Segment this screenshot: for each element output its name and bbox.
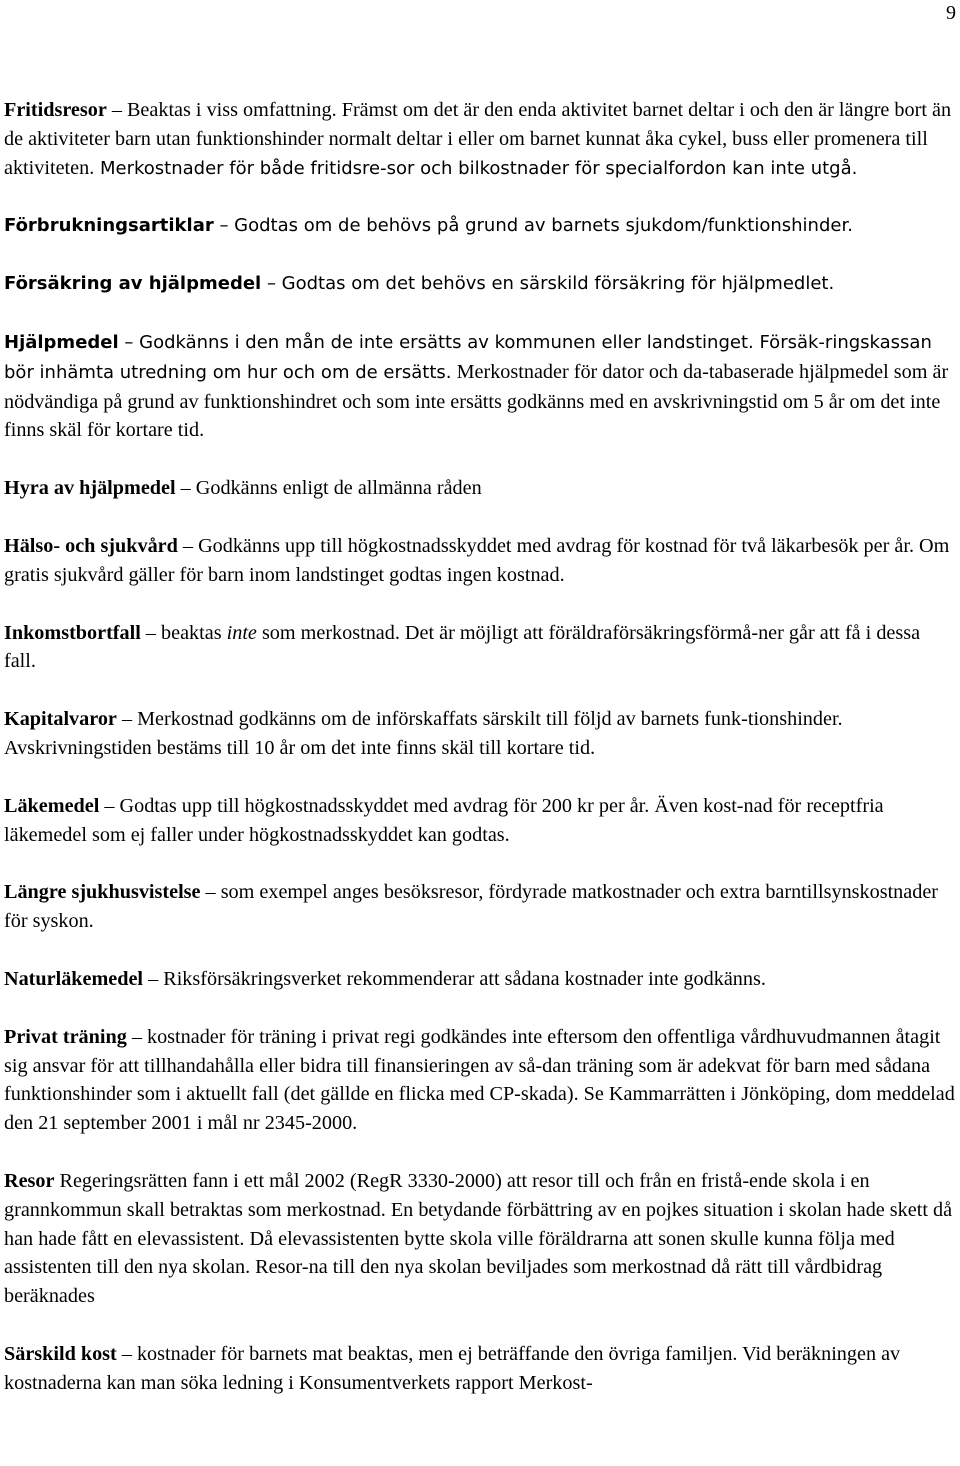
- term-separator: –: [118, 331, 140, 353]
- term-forsakring-av-hjalpmedel: Försäkring av hjälpmedel: [4, 273, 262, 295]
- term-halso-och-sjukvard: Hälso- och sjukvård: [4, 534, 178, 557]
- term-inkomstbortfall: Inkomstbortfall: [4, 621, 141, 644]
- paragraph-forbrukningsartiklar: [4, 212, 956, 241]
- paragraph-text: Godtas om de behövs på grund av barnets sjukdom/funktionshinder.: [234, 215, 853, 237]
- term-separator: –: [200, 881, 221, 904]
- term-fritidsresor: Fritidsresor: [4, 99, 107, 121]
- paragraph-inkomstbortfall: [4, 619, 956, 677]
- paragraph-langre-sjukhusvistelse: [4, 878, 956, 936]
- term-privat-traning: Privat träning: [4, 1025, 127, 1048]
- paragraph-text: Godtas upp till högkostnadsskyddet med avdrag för 200 kr per år. Även kost-nad för receptfria läkemedel som ej faller under högkostnadsskyddet kan godtas.: [4, 794, 884, 846]
- term-kapitalvaror: Kapitalvaror: [4, 708, 117, 731]
- term-separator: –: [99, 794, 120, 817]
- paragraph-sarskild-kost: [4, 1340, 956, 1398]
- term-resor: Resor: [4, 1169, 55, 1192]
- paragraph-text: som merkostnad. Det är möjligt att föräldraförsäkringsförmå-ner går att få i dessa fall.: [4, 621, 921, 673]
- paragraph-forsakring-av-hjalpmedel: [4, 270, 956, 299]
- term-hjalpmedel: Hjälpmedel: [4, 331, 119, 353]
- paragraph-text: Godkänns enligt de allmänna råden: [195, 477, 482, 500]
- term-forbrukningsartiklar: Förbrukningsartiklar: [4, 215, 214, 237]
- paragraph-halso-och-sjukvard: [4, 532, 956, 590]
- term-separator: –: [175, 477, 196, 500]
- paragraph-text-sans: Merkostnader för både fritidsre-sor och bilkostnader för specialfordon kan inte utgå.: [94, 157, 858, 179]
- paragraph-privat-traning: [4, 1023, 956, 1138]
- paragraph-resor: [4, 1167, 956, 1311]
- paragraph-text: kostnader för träning i privat regi godkändes inte eftersom den offentliga vårdhuvudmannen åtagit sig ansvar för att tillhandahålla eller bidra till finansieringen av så-dan träning som är adekvat för barn med sådana funktionshinder som i aktuellt fall (det gällde en flicka med CP-skada). Se Kammarrätten i Jönköping, dom meddelad den 21 september 2001 i mål nr 2345-2000.: [4, 1025, 955, 1135]
- term-separator: –: [140, 621, 162, 644]
- paragraph-text: beaktas: [161, 621, 227, 644]
- term-sarskild-kost: Särskild kost: [4, 1342, 117, 1365]
- paragraph-text: kostnader för barnets mat beaktas, men ej beträffande den övriga familjen. Vid beräkningen av kostnaderna kan man söka ledning i Konsumentverkets rapport Merkost-: [4, 1342, 901, 1394]
- term-separator: –: [116, 708, 138, 731]
- term-lakemedel: Läkemedel: [4, 794, 100, 817]
- term-naturlakemedel: Naturläkemedel: [4, 967, 144, 990]
- paragraph-fritidsresor: [4, 96, 956, 183]
- paragraph-text: Merkostnad godkänns om de införskaffats särskilt till följd av barnets funk-tionshinder. Avskrivningstiden bestäms till 10 år om det inte finns skäl till kortare tid.: [4, 708, 843, 759]
- paragraph-text-sans: Godkänns i den mån de inte ersätts av kommunen eller landstinget. Försäk-ringskassan bör inhämta utredning om hur och om de ersätts.: [4, 331, 932, 383]
- term-separator: –: [143, 967, 164, 990]
- paragraph-naturlakemedel: [4, 965, 956, 994]
- paragraph-hjalpmedel: [4, 328, 956, 445]
- paragraph-text: Merkostnader för dator och da-tabaserade hjälpmedel som är nödvändiga på grund av funktionshindret och som inte ersätts godkänns med en avskrivningstid om 5 år om det inte finns skäl för kortare tid.: [4, 360, 949, 442]
- term-separator: –: [261, 273, 282, 295]
- term-hyra-av-hjalpmedel: Hyra av hjälpmedel: [4, 477, 176, 500]
- paragraph-text: Godkänns upp till högkostnadsskyddet med avdrag för kostnad för två läkarbesök per år. Om gratis sjukvård gäller för barn inom landstinget godtas ingen kostnad.: [4, 534, 950, 586]
- paragraph-text: Godtas om det behövs en särskild försäkring för hjälpmedlet.: [281, 273, 835, 295]
- term-separator: –: [116, 1342, 137, 1365]
- term-langre-sjukhusvistelse: Längre sjukhusvistelse: [4, 881, 201, 904]
- paragraph-hyra-av-hjalpmedel: [4, 474, 956, 503]
- document-body: [4, 96, 956, 1398]
- paragraph-lakemedel: [4, 792, 956, 850]
- paragraph-text: som exempel anges besöksresor, fördyrade matkostnader och extra barntillsynskostnader för syskon.: [4, 881, 939, 933]
- paragraph-kapitalvaror: [4, 705, 956, 763]
- term-separator: –: [106, 99, 127, 121]
- page-number: 9: [946, 2, 956, 24]
- paragraph-text: Beaktas i viss omfattning. Främst om det är den enda aktivitet barnet deltar i och den är längre bort än de aktiviteter barn utan funktionshinder normalt deltar i eller om barnet kunnat åka cykel, buss eller promenera till aktiviteten.: [4, 99, 952, 179]
- paragraph-text: Riksförsäkringsverket rekommenderar att sådana kostnader inte godkänns.: [163, 967, 766, 990]
- term-separator: –: [213, 215, 235, 237]
- term-separator: –: [177, 534, 199, 557]
- emphasis-text: inte: [226, 621, 257, 644]
- term-separator: –: [126, 1025, 147, 1048]
- paragraph-text: Regeringsrätten fann i ett mål 2002 (RegR 3330-2000) att resor till och från en fristå-ende skola i en grannkommun skall betraktas som merkostnad. En betydande förbättring av en pojkes situation i skolan hade skett då han hade fått en elevassistent. Då elevassistenten bytte skola ville föräldrarna att sonen skulle kunna följa med assistenten till den nya skolan. Resor-na till den nya skolan beviljades som merkostnad då rätt till vårdbidrag beräknades: [4, 1169, 953, 1308]
